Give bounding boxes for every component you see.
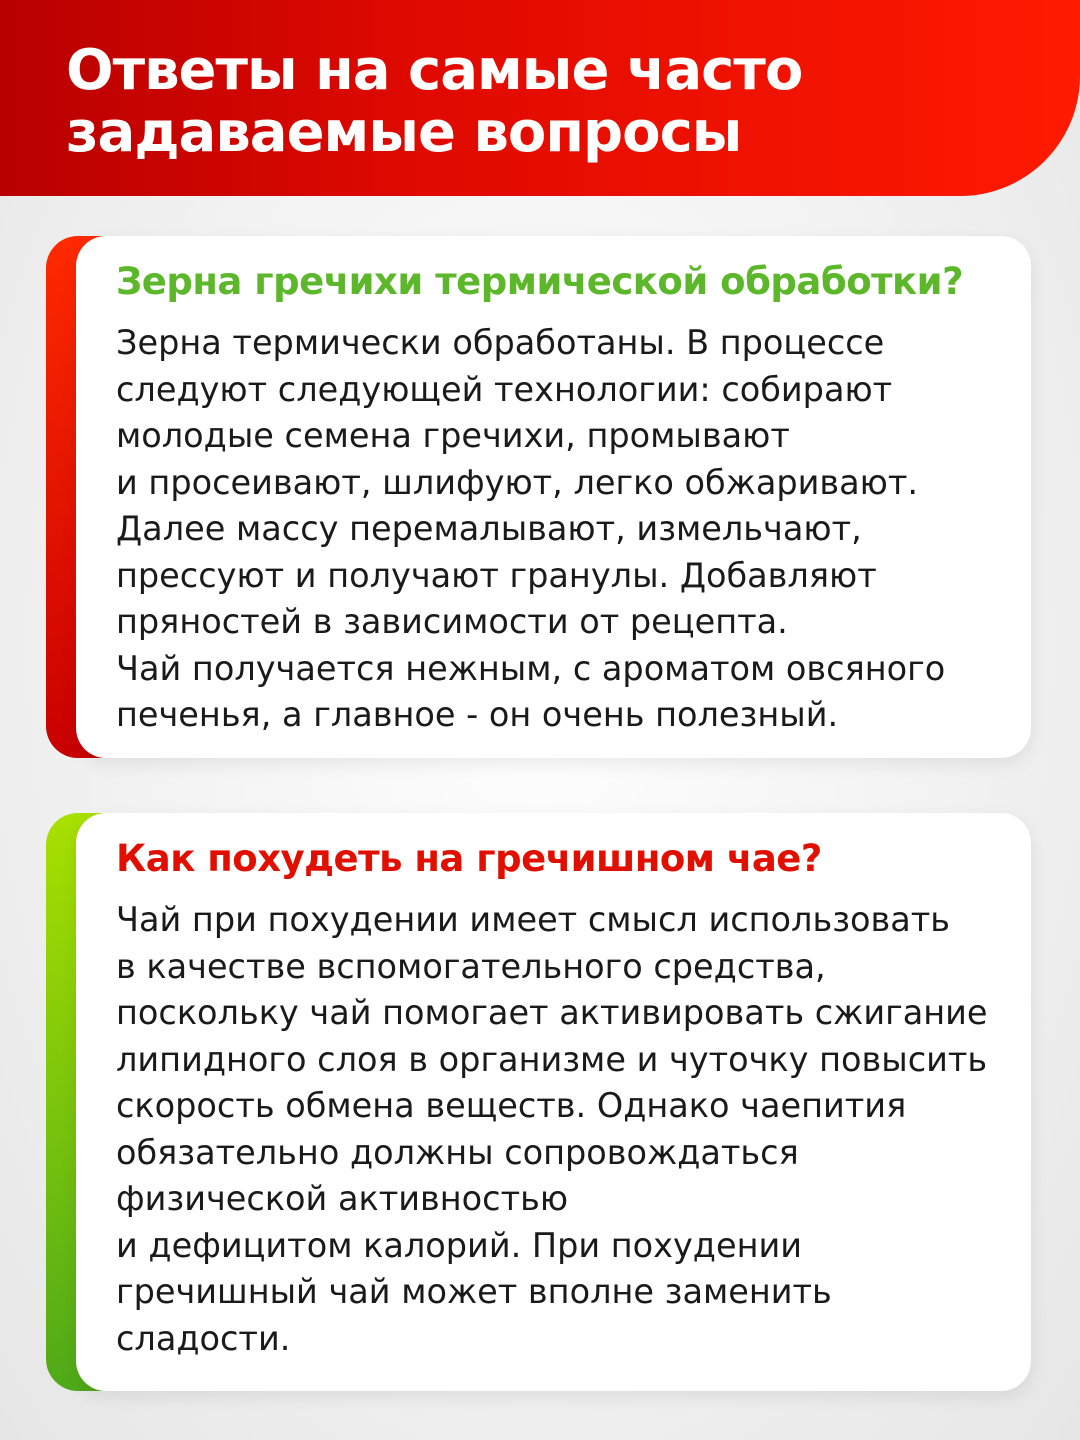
faq-question: Зерна гречихи термической обработки? <box>116 260 964 303</box>
faq-answer: Зерна термически обработаны. В процессе следуют следующей технологии: собирают молодые семена гречихи, промывают и просеивают, шлифуют, легко обжаривают. Далее массу перемалывают, измельчают, прессуют и получают гранулы. Добавляют пряностей в зависимости от рецепта. Чай получается нежным, с ароматом овсяного печенья, а главное - он очень полезный. <box>116 323 946 734</box>
faq-card-weight-loss <box>46 813 1031 1391</box>
faq-answer: Чай при похудении имеет смысл использовать в качестве вспомогательного средства, поскольку чай помогает активировать сжигание липидного слоя в организме и чуточку повысить скорость обмена веществ. Однако чаепития обязательно должны сопровождаться физической активностью и дефицитом калорий. При похудении гречишный чай может вполне заменить сладости. <box>116 900 988 1358</box>
header-banner <box>0 0 1080 196</box>
faq-card-body <box>76 236 1031 758</box>
faq-card-thermal-processing <box>46 236 1031 758</box>
page-title: Ответы на самые часто задаваемые вопросы <box>66 38 803 165</box>
faq-card-body <box>76 813 1031 1391</box>
faq-question: Как похудеть на гречишном чае? <box>116 837 822 880</box>
